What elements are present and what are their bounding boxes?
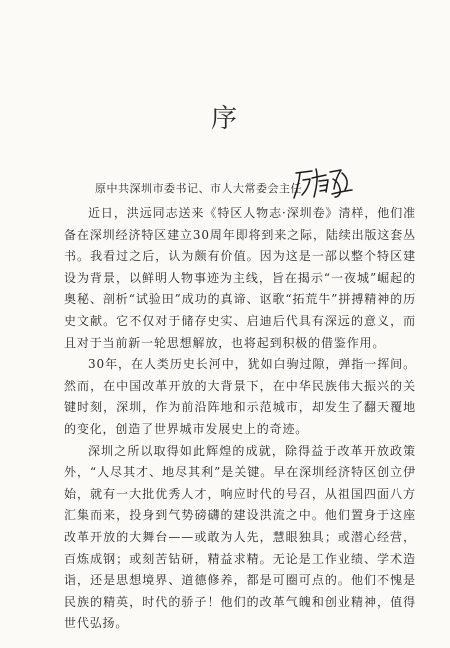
signature-image — [292, 164, 354, 202]
body-text — [64, 203, 416, 635]
paragraph: 深圳之所以取得如此辉煌的成就，除得益于改革开放政策外，“人尽其才、地尽其利”是关键。早在深圳经济特区创立伊始，就有一大批优秀人才，响应时代的号召，从祖国四面八方汇集而来，投身到气势磅礴的建设洪流之中。他们置身于这座改革开放的大舞台——或敢为人先，慧眼独具；或潜心经营，百炼成钢；或刻苦钻研，精益求精。无论是工作业绩、学术造诣，还是思想境界、道德修养，都是可圈可点的。他们不愧是民族的精英，时代的骄子！他们的改革气魄和创业精神，值得世代弘扬。 — [64, 443, 416, 631]
paragraph: 30年，在人类历史长河中，犹如白驹过隙，弹指一挥间。然而，在中国改革开放的大背景下，在中华民族伟大振兴的关键时刻，深圳，作为前沿阵地和示范城市，却发生了翻天覆地的变化，创造了世界城市发展史上的奇迹。 — [64, 357, 416, 436]
handwritten-signature — [292, 164, 354, 202]
page-title: 序 — [210, 104, 239, 134]
paragraph: 近日，洪远同志送来《特区人物志·深圳卷》清样，他们准备在深圳经济特区建立30周年即将到来之际，陆续出版这套丛书。我看过之后，认为颇有价值。因为这是一部以整个特区建设为背景，以鲜明人物事迹为主线，旨在揭示“一夜城”崛起的奥秘、剖析“试验田”成功的真谛、讴歌“拓荒牛”拼搏精神的历史文献。它不仅对于储存史实、启迪后代具有深远的意义，而且对于当前新一轮思想解放，也将起到积极的借鉴作用。 — [64, 206, 416, 350]
author-byline: 原中共深圳市委书记、市人大常委会主任 — [95, 182, 302, 195]
